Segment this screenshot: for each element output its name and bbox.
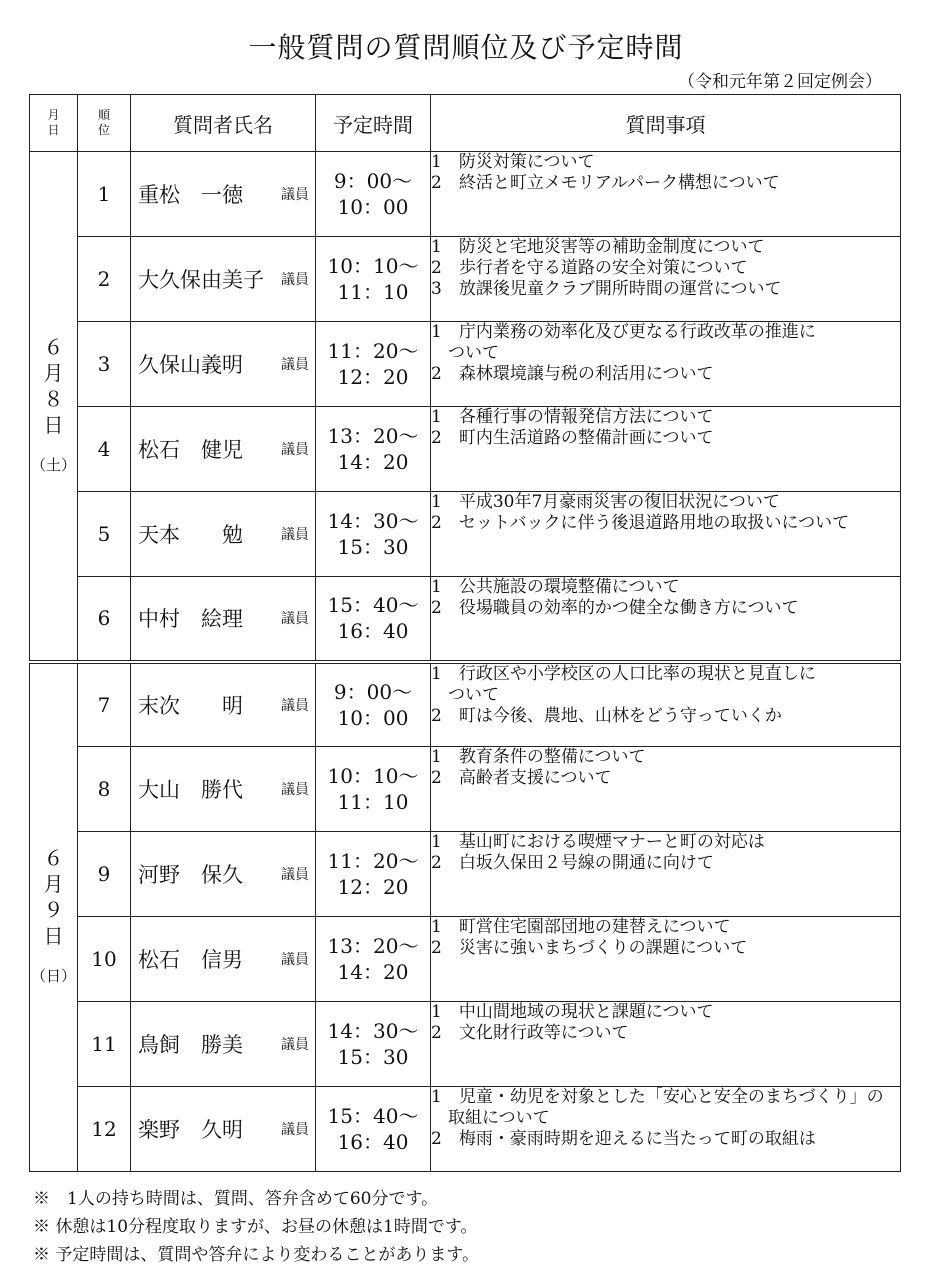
member-title: 議員 <box>281 952 309 968</box>
questioner-cell <box>131 917 316 1002</box>
time-end: 16：40 <box>337 1130 409 1154</box>
questioner-cell <box>131 577 316 662</box>
questioner-cell <box>131 1002 316 1087</box>
questioner-name: 重松 一徳 <box>138 183 243 207</box>
scheduled-time <box>316 662 431 747</box>
order-number: 9 <box>78 832 131 917</box>
date-char: 日 <box>43 924 64 949</box>
member-title: 議員 <box>281 782 309 798</box>
question-item: 1 公共施設の環境整備について <box>431 577 680 597</box>
question-item: 2 役場職員の効率的かつ健全な働き方について <box>431 598 799 618</box>
table-row <box>30 1087 901 1172</box>
time-start: 13：20～ <box>327 424 419 448</box>
weekday: （日） <box>30 967 76 986</box>
questioner-name: 楽野 久明 <box>138 1118 243 1142</box>
question-items <box>431 407 901 492</box>
table-row <box>30 407 901 492</box>
question-item: 2 文化財行政等について <box>431 1023 629 1043</box>
header-name: 質問者氏名 <box>131 95 316 152</box>
schedule-table <box>29 94 901 1172</box>
session-subtitle: （令和元年第２回定例会） <box>678 72 882 92</box>
time-end: 10：00 <box>337 195 409 219</box>
questioner-cell <box>131 237 316 322</box>
member-title: 議員 <box>281 272 309 288</box>
order-number: 4 <box>78 407 131 492</box>
time-end: 15：30 <box>337 1045 409 1069</box>
question-items <box>431 322 901 407</box>
question-item: 2 セットバックに伴う後退道路用地の取扱いについて <box>431 513 850 533</box>
question-items <box>431 577 901 662</box>
time-end: 10：00 <box>337 705 409 730</box>
questioner-name: 大山 勝代 <box>138 778 243 802</box>
question-item: 2 梅雨・豪雨時期を迎えるに当たって町の取組は <box>431 1129 816 1149</box>
questioner-cell <box>131 1087 316 1172</box>
questioner-cell <box>131 662 316 747</box>
table-row <box>30 747 901 832</box>
time-end: 12：20 <box>337 365 409 389</box>
order-number: 11 <box>78 1002 131 1087</box>
note-line: ※ 予定時間は、質問や答弁により変わることがあります。 <box>33 1245 480 1265</box>
question-items <box>431 237 901 322</box>
header-time: 予定時間 <box>316 95 431 152</box>
order-number: 7 <box>78 662 131 747</box>
header-order: 順 位 <box>78 95 131 152</box>
question-item: 2 歩行者を守る道路の安全対策について <box>431 258 748 278</box>
header-items: 質問事項 <box>431 95 901 152</box>
order-number: 6 <box>78 577 131 662</box>
table-row <box>30 322 901 407</box>
question-items <box>431 492 901 577</box>
question-item: ついて <box>431 684 499 705</box>
date-char: 日 <box>43 412 64 437</box>
member-title: 議員 <box>281 1037 309 1053</box>
scheduled-time <box>316 492 431 577</box>
order-number: 5 <box>78 492 131 577</box>
scheduled-time <box>316 577 431 662</box>
questioner-name: 松石 健児 <box>138 438 243 462</box>
table-row <box>30 237 901 322</box>
questioner-name: 鳥飼 勝美 <box>138 1033 243 1057</box>
question-item: 2 高齢者支援について <box>431 768 612 788</box>
member-title: 議員 <box>281 357 309 373</box>
questioner-cell <box>131 492 316 577</box>
date-char: 月 <box>43 360 64 385</box>
table-row <box>30 492 901 577</box>
questioner-cell <box>131 322 316 407</box>
question-item: 2 終活と町立メモリアルパーク構想について <box>431 173 780 193</box>
order-number: 1 <box>78 152 131 237</box>
question-item: 1 基山町における喫煙マナーと町の対応は <box>431 832 765 852</box>
question-item: 1 防災対策について <box>431 152 595 172</box>
table-row <box>30 917 901 1002</box>
scheduled-time <box>316 322 431 407</box>
time-end: 12：20 <box>337 875 409 899</box>
question-item: 取組について <box>431 1108 550 1128</box>
date-char: ９ <box>43 898 64 923</box>
time-start: 13：20～ <box>327 934 419 958</box>
time-start: 11：20～ <box>327 339 419 363</box>
question-item: 1 教育条件の整備について <box>431 747 646 767</box>
scheduled-time <box>316 1002 431 1087</box>
questioner-name: 天本 勉 <box>138 523 243 547</box>
question-item: ついて <box>431 343 499 363</box>
question-item: 2 白坂久保田２号線の開通に向けて <box>431 853 714 873</box>
question-item: 1 各種行事の情報発信方法について <box>431 407 714 427</box>
date-cell <box>30 152 78 662</box>
time-start: 14：30～ <box>327 1019 419 1043</box>
time-start: 9：00～ <box>333 679 413 704</box>
question-items <box>431 1087 901 1172</box>
questioner-name: 大久保由美子 <box>138 268 264 292</box>
questioner-name: 久保山義明 <box>138 353 243 377</box>
question-items <box>431 832 901 917</box>
questioner-name: 中村 絵理 <box>138 607 243 632</box>
question-item: 1 平成30年7月豪雨災害の復旧状況について <box>431 492 780 512</box>
question-items <box>431 747 901 832</box>
question-item: 1 中山間地域の現状と課題について <box>431 1002 714 1022</box>
question-items <box>431 152 901 237</box>
date-char: ８ <box>43 386 64 411</box>
questioner-cell <box>131 152 316 237</box>
page-title: 一般質問の質問順位及び予定時間 <box>248 31 684 64</box>
time-start: 10：10～ <box>327 764 419 788</box>
note-line: ※ 休憩は10分程度取りますが、お昼の休憩は1時間です。 <box>33 1217 478 1237</box>
scheduled-time <box>316 152 431 237</box>
question-item: 1 防災と宅地災害等の補助金制度について <box>431 237 765 257</box>
questioner-name: 末次 明 <box>138 693 243 718</box>
date-char: ６ <box>43 846 64 871</box>
question-item: 1 町営住宅園部団地の建替えについて <box>431 917 731 937</box>
order-number: 3 <box>78 322 131 407</box>
table-row <box>30 1002 901 1087</box>
questioner-cell <box>131 832 316 917</box>
note-line: ※ 1人の持ち時間は、質問、答弁含めて60分です。 <box>33 1189 439 1209</box>
member-title: 議員 <box>281 611 309 628</box>
time-end: 11：10 <box>337 790 409 814</box>
time-end: 11：10 <box>337 280 409 304</box>
schedule-body <box>30 152 901 1172</box>
scheduled-time <box>316 237 431 322</box>
time-start: 14：30～ <box>327 509 419 533</box>
time-start: 11：20～ <box>327 849 419 873</box>
time-start: 15：40～ <box>327 1104 419 1128</box>
member-title: 議員 <box>281 187 309 203</box>
member-title: 議員 <box>281 697 309 714</box>
question-item: 2 森林環境譲与税の利活用について <box>431 364 714 384</box>
time-end: 14：20 <box>337 450 409 474</box>
member-title: 議員 <box>281 442 309 458</box>
table-row <box>30 832 901 917</box>
time-start: 9：00～ <box>333 169 413 193</box>
question-item: 2 災害に強いまちづくりの課題について <box>431 938 748 958</box>
question-item: 2 町は今後、農地、山林をどう守っていくか <box>431 705 782 726</box>
header-month-day: 月 日 <box>30 95 78 152</box>
time-end: 14：20 <box>337 960 409 984</box>
table-row <box>30 577 901 662</box>
order-number: 10 <box>78 917 131 1002</box>
time-start: 15：40～ <box>327 593 419 618</box>
questioner-cell <box>131 407 316 492</box>
date-char: ６ <box>43 334 64 359</box>
questioner-cell <box>131 747 316 832</box>
scheduled-time <box>316 917 431 1002</box>
questioner-name: 松石 信男 <box>138 948 243 972</box>
member-title: 議員 <box>281 1122 309 1138</box>
question-item: 1 児童・幼児を対象とした「安心と安全のまちづくり」の <box>431 1087 884 1107</box>
question-items <box>431 662 901 747</box>
question-item: 3 放課後児童クラブ開所時間の運営について <box>431 279 782 299</box>
member-title: 議員 <box>281 867 309 883</box>
question-item: 2 町内生活道路の整備計画について <box>431 428 714 448</box>
question-items <box>431 1002 901 1087</box>
scheduled-time <box>316 407 431 492</box>
time-end: 16：40 <box>337 619 409 644</box>
question-items <box>431 917 901 1002</box>
date-char: 月 <box>43 872 64 897</box>
member-title: 議員 <box>281 527 309 543</box>
order-number: 12 <box>78 1087 131 1172</box>
time-start: 10：10～ <box>327 254 419 278</box>
scheduled-time <box>316 1087 431 1172</box>
questioner-name: 河野 保久 <box>138 863 243 887</box>
notes <box>33 1185 479 1269</box>
question-item: 1 庁内業務の効率化及び更なる行政改革の推進に <box>431 322 816 342</box>
order-number: 2 <box>78 237 131 322</box>
scheduled-time <box>316 747 431 832</box>
time-end: 15：30 <box>337 535 409 559</box>
order-number: 8 <box>78 747 131 832</box>
table-row <box>30 662 901 747</box>
table-row <box>30 152 901 237</box>
header-row <box>30 95 901 152</box>
weekday: （土） <box>30 455 76 474</box>
date-cell <box>30 662 78 1172</box>
scheduled-time <box>316 832 431 917</box>
question-item: 1 行政区や小学校区の人口比率の現状と見直しに <box>431 663 816 684</box>
